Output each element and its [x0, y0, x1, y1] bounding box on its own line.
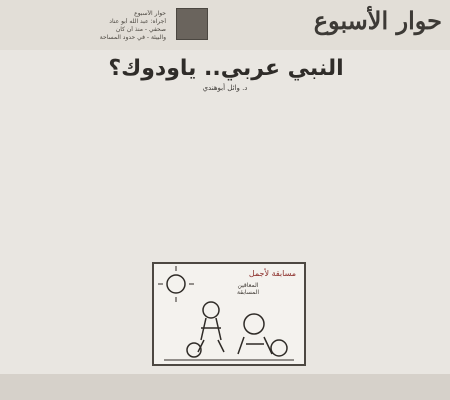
article-byline: د. وائل أبوهندي — [202, 84, 248, 92]
bio-line: والبيئة - في حدود المساحة — [99, 34, 166, 41]
bio-line: صحفي - منذ أن كان — [115, 26, 166, 33]
cartoon-frame — [152, 262, 306, 366]
cartoon-title: مسابقة لأجمل — [248, 269, 296, 278]
bio-box — [78, 10, 166, 42]
author-photo — [176, 8, 208, 40]
cartoon-drawing — [154, 264, 304, 364]
bio-line: أجراه: عبد الله أبو عناد — [109, 18, 166, 25]
article-headline: النبي عربي.. ياودوك؟ — [108, 56, 344, 81]
section-title: حوار الأسبوع — [313, 6, 442, 35]
bio-line: حوار الأسبوع — [134, 10, 166, 17]
page-fold — [0, 374, 450, 400]
cartoon-subtitle-line: المعاقين — [237, 282, 259, 289]
cartoon-subtitle-line: المسابقة — [236, 289, 260, 296]
